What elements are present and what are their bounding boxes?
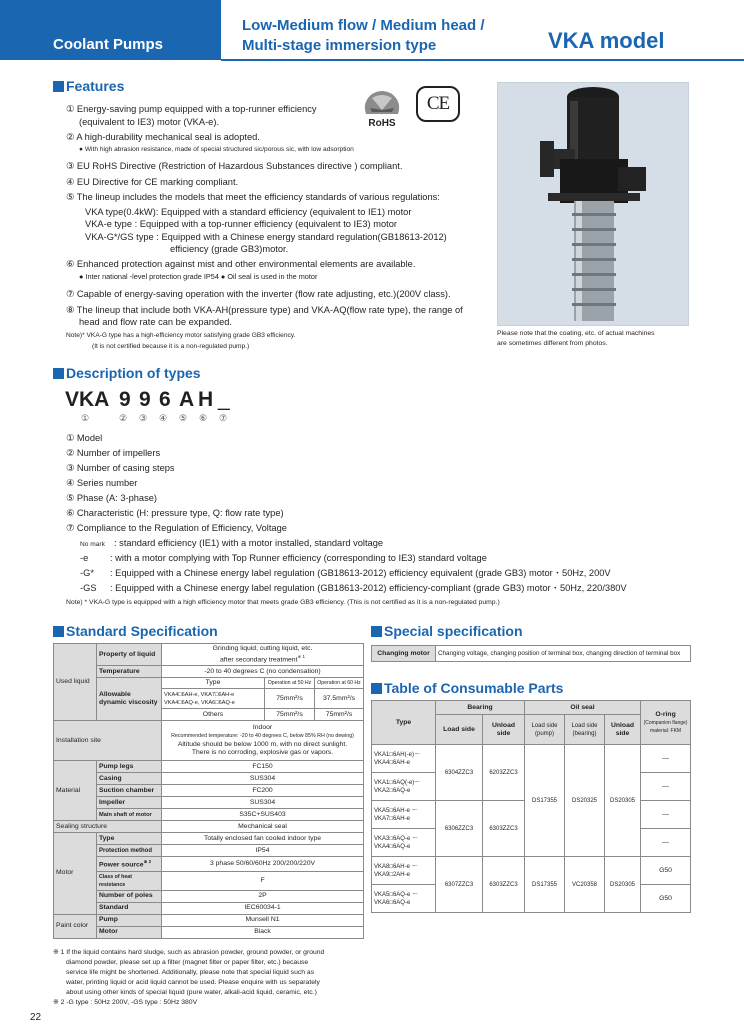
- code-phase: A: [179, 388, 195, 411]
- features-heading: Features: [53, 78, 124, 94]
- heading-square-icon: [53, 81, 64, 92]
- code-series: 6: [159, 388, 171, 411]
- standard-spec-table: Used liquid Property of liquid Grinding liquid, cutting liquid, etc. after secondary treatment$^{※ 1}$ Temperature -20 to 40 degrees C (no condensation) Allowable dynamic viscosity Type Operation at 50 Hz Operation at 60 Hz VKA4□6AH-e, VKA7□6AH-e VKA4□6AQ-e, VKA6□6AQ-e 75mm²/s 37.5mm²/s Others 75mm²/s 75mm²/s Installation site Indoor Recommended temperature: -20 to 40 degrees C, below 85% RH (no dewing) Altitude should be below 1000 m, with no direct sunlight. There is no corroding, explosive gas or vapors. Material Pump legs FC150 Casing SUS304 Suction chamber FC200 Impeller SUS304 Main shaft of motor S35C+SUS403 Sealing structure Mechanical seal Motor Type Totally enclosed fan cooled indoor type Protection method IP54 Power source$^{※ 2}$ 3 phase 50/60/60Hz 200/200/220V Class of heat resistance F Number of poles 2P Standard IEC60034-1 Paint color Pump Munsell N1 Motor Black: [53, 643, 364, 939]
- footnote: about using other kinds of special liquid (pure water, alkali-acid liquid, ceramic, etc.): [66, 989, 317, 996]
- subtitle-line-1: Low-Medium flow / Medium head /: [242, 17, 485, 34]
- feature-note: Note)* VKA-G type has a high-efficiency motor satisfying grade GB3 efficiency.: [66, 332, 296, 339]
- ce-logo: [416, 86, 460, 122]
- pump-photo: [497, 82, 689, 326]
- compliance-gs: -GS : Equipped with a Chinese energy label regulation (GB18613-2012) efficiency-compliant (grade GB3) motor・50Hz, 220/380V: [80, 583, 627, 593]
- sealing-label: Sealing structure: [54, 821, 162, 833]
- feature-line: efficiency (grade GB3)motor.: [170, 244, 289, 254]
- photo-note: Please note that the coating, etc. of actual machines: [497, 330, 655, 337]
- std-spec-heading: Standard Specification: [53, 623, 218, 639]
- feature-line: ② A high-durability mechanical seal is adopted.: [66, 132, 260, 142]
- consumable-heading: Table of Consumable Parts: [371, 680, 563, 696]
- property-label: Property of liquid: [97, 644, 162, 666]
- feature-line: ⑧ The lineup that include both VKA-AH(pressure type) and VKA-AQ(flow rate type), the range of: [66, 305, 463, 315]
- header-rule: [221, 59, 744, 61]
- code-casing: 9: [139, 388, 151, 411]
- feature-line: VKA-G*/GS type : Equipped with a Chinese energy standard regulation(GB18613-2012): [85, 232, 447, 242]
- rohs-label: RoHS: [368, 118, 396, 129]
- type-item: ③ Number of casing steps: [66, 463, 175, 473]
- types-note: Note) * VKA-G type is equipped with a high efficiency motor that meets grade GB3 efficiency. (This is not certified as it is a non-regulated pump.): [66, 599, 500, 606]
- feature-note: (It is not certified because it is a non-regulated pump.): [92, 343, 250, 350]
- special-spec-heading: Special specification: [371, 623, 523, 639]
- type-item: ④ Series number: [66, 478, 138, 488]
- footnote: water, printing liquid or acid liquid cannot be used. Please enquire with us separately: [66, 979, 320, 986]
- op50-label: Operation at 50 Hz: [265, 678, 315, 689]
- footnote: ※ 1 If the liquid contains hard sludge, such as abrasion powder, ground powder, or ground: [53, 949, 325, 956]
- installation-label: Installation site: [54, 721, 162, 761]
- rohs-logo: [356, 84, 408, 130]
- feature-line: VKA type(0.4kW): Equipped with a standard efficiency (equivalent to IE1) motor: [85, 207, 412, 217]
- feature-subline: ● Inter national -level protection grade IP54 ● Oil seal is used in the motor: [79, 272, 318, 281]
- motor-label: Motor: [54, 833, 97, 914]
- compliance-g: -G* : Equipped with a Chinese energy label regulation (GB18613-2012) efficiency equivalent (grade GB3) motor・50Hz, 200V: [80, 568, 611, 578]
- heading-square-icon: [53, 368, 64, 379]
- type-col-label: Type: [162, 678, 265, 689]
- temperature-value: -20 to 40 degrees C (no condensation): [162, 666, 364, 678]
- paint-label: Paint color: [54, 914, 97, 938]
- footnote: diamond powder, please set up a filter (magnet filter or paper filter, etc.) because: [66, 959, 309, 966]
- feature-line: ① Energy-saving pump equipped with a top-runner efficiency: [66, 104, 317, 114]
- subtitle-line-2: Multi-stage immersion type: [242, 37, 437, 54]
- special-spec-table: [371, 645, 691, 662]
- code-compliance: _: [218, 388, 230, 411]
- heading-square-icon: [371, 626, 382, 637]
- feature-line: ⑤ The lineup includes the models that meet the efficiency standards of various regulations:: [66, 192, 440, 202]
- category-title: Coolant Pumps: [53, 36, 164, 53]
- feature-line: ⑥ Enhanced protection against mist and other environmental elements are available.: [66, 259, 416, 269]
- changing-motor-label: Changing motor: [372, 646, 436, 662]
- footnote: ※ 2 -G type : 50Hz 200V, -GS type : 50Hz 380V: [53, 999, 198, 1006]
- property-value: Grinding liquid, cutting liquid, etc. after secondary treatment$^{※ 1}$: [162, 644, 364, 666]
- heading-square-icon: [371, 683, 382, 694]
- feature-line: ⑦ Capable of energy-saving operation with the inverter (flow rate adjusting, etc.)(200V class).: [66, 289, 451, 299]
- code-numbers: ① ② ③ ④ ⑤ ⑥ ⑦: [81, 413, 228, 423]
- feature-line: ③ EU RoHS Directive (Restriction of Hazardous Substances directive ) compliant.: [66, 161, 403, 171]
- heading-square-icon: [53, 626, 64, 637]
- used-liquid-label: Used liquid: [54, 644, 97, 721]
- installation-value: Indoor Recommended temperature: -20 to 40 degrees C, below 85% RH (no dewing) Altitude should be below 1000 m, with no direct sunlight. There is no corroding, explosive gas or vapors.: [162, 721, 364, 761]
- type-item: ⑦ Compliance to the Regulation of Efficiency, Voltage: [66, 523, 287, 533]
- type-code: [65, 388, 234, 412]
- feature-subline: ● With high abrasion resistance, made of special structured sic/porous sic, with low adsorption: [79, 146, 354, 153]
- code-impellers: 9: [119, 388, 131, 411]
- code-characteristic: H: [198, 388, 214, 411]
- material-label: Material: [54, 761, 97, 821]
- compliance-no-mark: No mark : standard efficiency (IE1) with a motor installed, standard voltage: [80, 538, 384, 548]
- feature-line: ④ EU Directive for CE marking compliant.: [66, 177, 239, 187]
- footnote: service life might be shortened. Additionally, please note that special liquid such as: [66, 969, 315, 976]
- type-item: ① Model: [66, 433, 103, 443]
- feature-line: head and flow rate can be expanded.: [79, 317, 232, 327]
- type-item: ⑤ Phase (A: 3-phase): [66, 493, 158, 503]
- model-title: VKA model: [548, 28, 665, 53]
- temperature-label: Temperature: [97, 666, 162, 678]
- feature-line: VKA-e type : Equipped with a top-runner efficiency (equivalent to IE3) motor: [85, 219, 397, 229]
- viscosity-label: Allowable dynamic viscosity: [97, 678, 162, 721]
- type-item: ② Number of impellers: [66, 448, 161, 458]
- types-heading: Description of types: [53, 365, 201, 381]
- compliance-e: -e : with a motor complying with Top Runner efficiency (corresponding to IE3) standard voltage: [80, 553, 487, 563]
- type-item: ⑥ Characteristic (H: pressure type, Q: flow rate type): [66, 508, 284, 518]
- code-model: VKA: [65, 388, 110, 411]
- feature-line: (equivalent to IE3) motor (VKA-e).: [79, 117, 220, 127]
- page-number: 22: [30, 1012, 42, 1023]
- ce-label: CE: [426, 93, 450, 114]
- consumable-table: Type Bearing Oil seal O-ring (Companion flange) material: FKM Load side Unload side Load side (pump) Load side (bearing) Unload side VKA1□6AH(-e)〜 VKA4□6AH-e 6304ZZC3 6203ZZC3 DS17355 DS20325 DS20305 ― VKA1□6AQ(-e)〜 VKA2□6AQ-e ― VKA5□6AH-e 〜 VKA7□6AH-e 6306ZZC3 6303ZZC3 ― VKA3□6AQ-e 〜 VKA4□6AQ-e ― VKA8□6AH-e 〜 VKA9□2AH-e 6307ZZC3 6303ZZC3 DS17355 VC20358 DS20305 G50 VKA5□6AQ-e 〜 VKA6□6AQ-e G50: [371, 700, 691, 913]
- op60-label: Operation at 60 Hz: [315, 678, 364, 689]
- changing-motor-value: Changing voltage, changing position of terminal box, changing direction of terminal box: [436, 646, 691, 662]
- photo-note: are sometimes different from photos.: [497, 340, 608, 347]
